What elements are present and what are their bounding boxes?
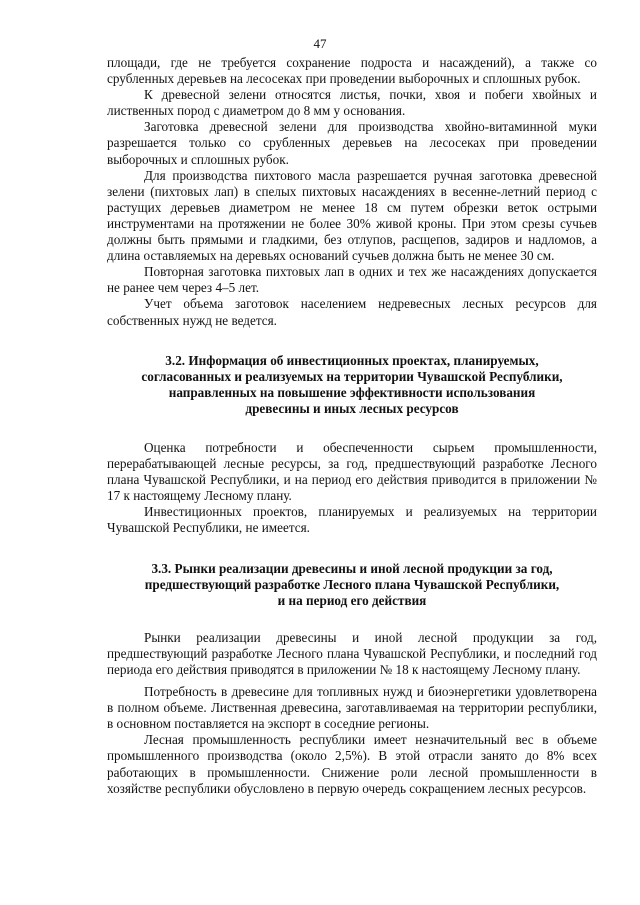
- paragraph: К древесной зелени относятся листья, почки, хвоя и побеги хвойных и лиственных пород с диаметром до 8 мм у основания.: [107, 87, 597, 119]
- section-3-3-heading: [107, 561, 597, 609]
- heading-line: согласованных и реализуемых на территории Чувашской Республики,: [141, 368, 563, 384]
- heading-line: древесины и иных лесных ресурсов: [245, 400, 459, 416]
- paragraph: Повторная заготовка пихтовых лап в одних и тех же насаждениях допускается не ранее чем через 4–5 лет.: [107, 264, 597, 296]
- paragraph: Рынки реализации древесины и иной лесной продукции за год, предшествующий разработке Лесного плана Чувашской Республики, и последний год периода его действия приводятся в приложении № 18 к настоящему Лесному плану.: [107, 629, 597, 677]
- page-number: 47: [313, 36, 327, 51]
- heading-line: 3.3. Рынки реализации древесины и иной лесной продукции за год,: [151, 560, 553, 576]
- heading-line: 3.2. Информация об инвестиционных проектах, планируемых,: [165, 352, 539, 368]
- paragraph: Учет объема заготовок населением недревесных лесных ресурсов для собственных нужд не ведется.: [107, 296, 597, 328]
- paragraph: Инвестиционных проектов, планируемых и реализуемых на территории Чувашской Республики, не имеется.: [107, 504, 597, 536]
- paragraph: Для производства пихтового масла разрешается ручная заготовка древесной зелени (пихтовых лап) в спелых пихтовых насаждениях в весенне-летний период с растущих деревьев диаметром не менее 18 см путем обрезки веток острыми инструментами на протяжении не более 30% живой кроны. При этом срезы сучьев должны быть прямыми и гладкими, без отлупов, расщепов, задиров и надломов, а длина оставляемых на деревьях оснований сучьев должна быть не менее 30 см.: [107, 167, 597, 264]
- section-3-2-heading: [107, 353, 597, 417]
- heading-line: предшествующий разработке Лесного плана Чувашской Республики,: [144, 576, 560, 592]
- paragraph: Заготовка древесной зелени для производства хвойно-витаминной муки разрешается только со срубленных деревьев на лесосеках при проведении выборочных и сплошных рубок.: [107, 119, 597, 167]
- document-body: [107, 55, 597, 797]
- paragraph: Лесная промышленность республики имеет незначительный вес в объеме промышленного производства (около 2,5%). В этой отрасли занято до 8% всех работающих в промышленности. Снижение роли лесной промышленности в хозяйстве республики обусловлено в первую очередь сокращением лесных ресурсов.: [107, 732, 597, 796]
- paragraph: Оценка потребности и обеспеченности сырьем промышленности, перерабатывающей лесные ресурсы, за год, предшествующий разработке Лесного плана Чувашской Республики, и на период его действия приводится в приложении № 17 к настоящему Лесному плану.: [107, 439, 597, 504]
- paragraph: Потребность в древесине для топливных нужд и биоэнергетики удовлетворена в полном объеме. Лиственная древесина, заготавливаемая на территории республики, в основном поставляется на экспорт в соседние регионы.: [107, 684, 597, 732]
- paragraph: площади, где не требуется сохранение подроста и насаждений), а также со срубленных деревьев на лесосеках при проведении выборочных и сплошных рубок.: [107, 55, 597, 87]
- heading-line: и на период его действия: [277, 592, 427, 608]
- heading-line: направленных на повышение эффективности использования: [168, 384, 536, 400]
